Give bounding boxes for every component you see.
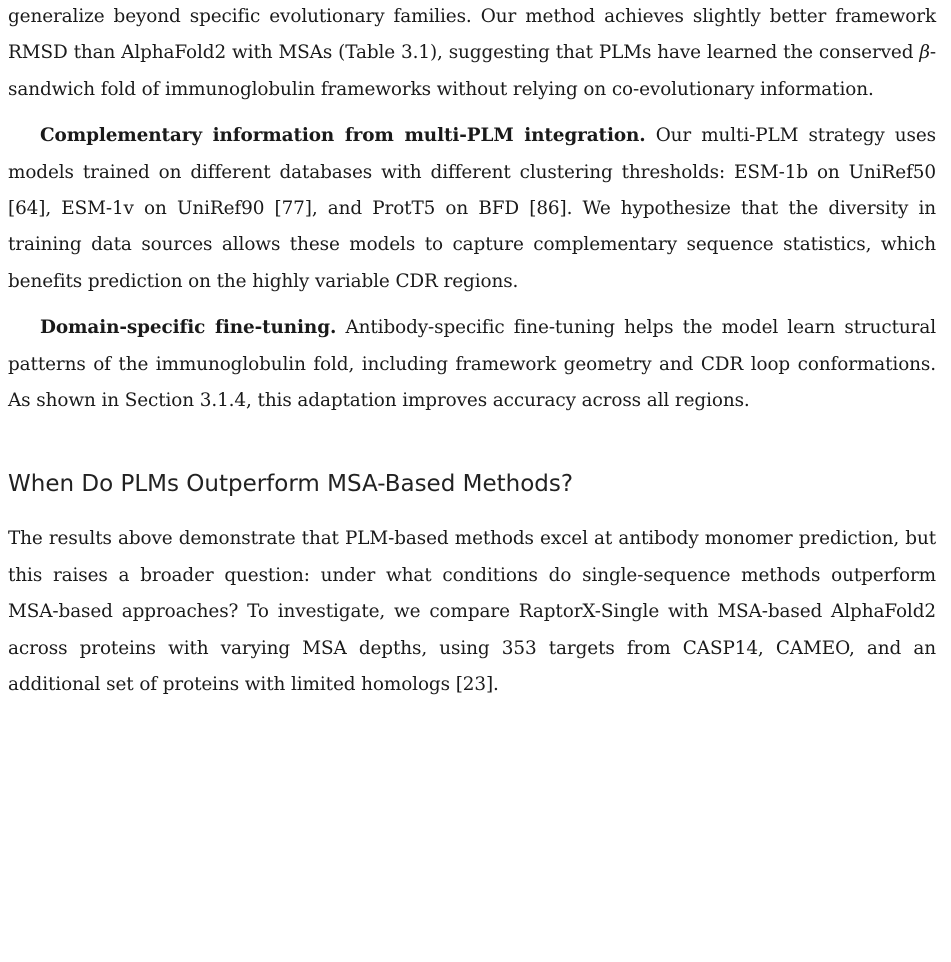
runin-heading-multi-plm: Complementary information from multi-PLM integration.: [40, 125, 646, 147]
paragraph-framework-rmsd: [8, 0, 936, 108]
paragraph-text: Our multi-PLM strategy uses models trained on different databases with different clustering thresholds: ESM-1b on UniRef50 [64], ESM-1v on UniRef90 [77], and ProtT5 on BFD [86]. We hypothesize that the diversity in training data sources allows these models to capture complementary sequence statistics, which benefits prediction on the highly variable CDR regions.: [8, 125, 936, 292]
runin-heading-fine-tuning: Domain-specific fine-tuning.: [40, 317, 337, 339]
paragraph-fine-tuning: [8, 310, 936, 419]
beta-symbol: β: [919, 42, 930, 64]
paragraph-text: generalize beyond specific evolutionary families. Our method achieves slightly better framework RMSD than AlphaFold2 with MSAs (Table 3.1), suggesting that PLMs have learned the conserved: [8, 6, 936, 64]
paragraph-multi-plm: [8, 118, 936, 300]
section-heading: When Do PLMs Outperform MSA-Based Methods?: [8, 471, 574, 498]
document-page: [8, 0, 936, 704]
paragraph-text: -sandwich fold of immunoglobulin frameworks without relying on co-evolutionary information.: [8, 42, 936, 100]
paragraph-section-intro: The results above demonstrate that PLM-based methods excel at antibody monomer prediction, but this raises a broader question: under what conditions do single-sequence methods outperform MSA-based approaches? To investigate, we compare RaptorX-Single with MSA-based AlphaFold2 across proteins with varying MSA depths, using 353 targets from CASP14, CAMEO, and an additional set of proteins with limited homologs [23].: [8, 528, 936, 696]
paragraph-text: Antibody-specific fine-tuning helps the model learn structural patterns of the immunoglobulin fold, including framework geometry and CDR loop conformations. As shown in Section 3.1.4, this adaptation improves accuracy across all regions.: [8, 317, 936, 412]
